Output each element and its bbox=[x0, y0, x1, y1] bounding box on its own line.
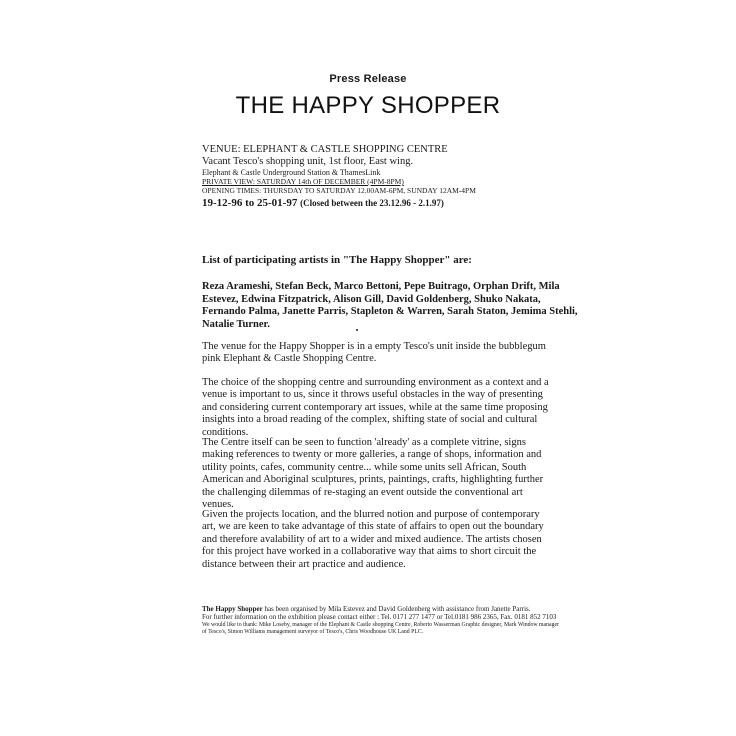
organiser-line bbox=[202, 605, 564, 613]
paragraph-venue: The venue for the Happy Shopper is in a empty Tesco's unit inside the bubblegum pink Elephant & Castle Shopping Centre. bbox=[202, 341, 546, 365]
page-title: THE HAPPY SHOPPER bbox=[235, 92, 501, 119]
date-range: 19-12-96 to 25-01-97 bbox=[202, 197, 298, 209]
organiser-title: The Happy Shopper bbox=[202, 605, 263, 613]
venue-line: VENUE: ELEPHANT & CASTLE SHOPPING CENTRE bbox=[202, 144, 448, 155]
contact-line: For further information on the exhibition please contact either : Tel. 0171 277 1477 or Tel.0181 986 2365, Fax. 0181 852 7103 bbox=[202, 613, 557, 622]
opening-times-line: OPENING TIMES: THURSDAY TO SATURDAY 12.00AM-6PM, SUNDAY 12AM-4PM bbox=[202, 186, 476, 195]
stray-mark bbox=[356, 329, 358, 331]
paragraph-choice: The choice of the shopping centre and surrounding environment as a context and a venue is important to us, since it throws useful obstacles in the way of presenting and considering current contemporary art issues, while at the same time proposing insights into a broad reading of the complex, shifting state of social and cultural conditions. bbox=[202, 377, 549, 438]
press-release-label: Press Release bbox=[329, 73, 407, 85]
footer-notes bbox=[202, 605, 564, 636]
artists-list: Reza Arameshi, Stefan Beck, Marco Bettoni, Pepe Buitrago, Orphan Drift, Mila Estevez, Edwina Fitzpatrick, Alison Gill, David Goldenberg, Shuko Nakata, Fernando Palma, Janette Parris, Stapleton & Warren, Sarah Staton, Jemima Stehli, Natalie Turner. bbox=[202, 281, 578, 330]
station-line: Elephant & Castle Underground Station & ThamesLink bbox=[202, 168, 381, 177]
paragraph-location: Given the projects location, and the blurred notion and purpose of contemporary art, we are keen to take advantage of this state of affairs to open out the boundary and therefore avalability of art to a wider and mixed audience. The artists chosen for this project have worked in a collaborative way that aims to short circuit the distance between their art practice and audience. bbox=[202, 509, 544, 570]
organiser-text: has been organised by Mila Estevez and David Goldenberg with assistance from Janette Parris. bbox=[262, 605, 531, 613]
exhibition-dates bbox=[202, 196, 642, 210]
unit-line: Vacant Tesco's shopping unit, 1st floor, East wing. bbox=[202, 156, 414, 167]
paragraph-centre: The Centre itself can be seen to function 'already' as a complete vitrine, signs making references to twenty or more galleries, a range of shops, information and utility points, cafes, community centre... while some units sell African, South American and Aboriginal sculptures, prints, paintings, crafts, highlighting further the challenging dilemmas of re-staging an event outside the conventional art venues. bbox=[202, 437, 544, 511]
thanks-line: We would like to thank: Mike Loseby, manager of the Elephant & Castle shopping Centre, Roberto Wasserman Graphic designer, Mark Window manager of Tesco's, Simon Williams management surveyor of Tesco's, Chris Woodhouse UK Land PLC. bbox=[202, 622, 560, 635]
closed-dates: (Closed between the 23.12.96 - 2.1.97) bbox=[300, 198, 444, 208]
private-view-line: PRIVATE VIEW: SATURDAY 14th OF DECEMBER (4PM-8PM) bbox=[202, 177, 404, 186]
artists-heading: List of participating artists in "The Happy Shopper" are: bbox=[202, 254, 472, 266]
venue-details bbox=[202, 144, 642, 210]
